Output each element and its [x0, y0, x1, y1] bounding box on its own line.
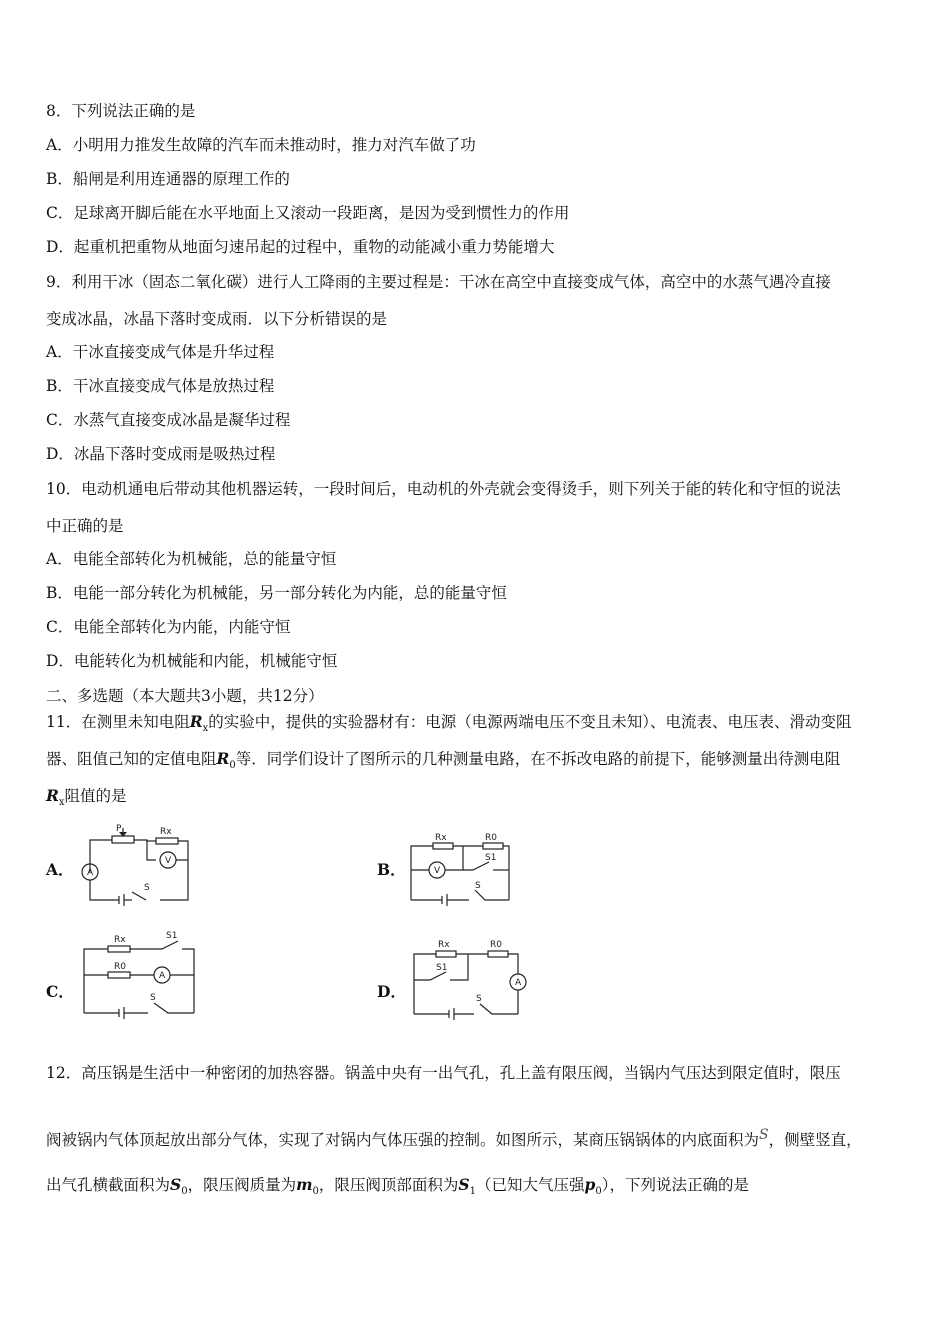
q12-text: ，侧壁竖直， — [768, 1131, 862, 1150]
q12-text: （已知大气压强 — [475, 1176, 585, 1194]
q9-stem-line2: 变成冰晶，冰晶下落时变成雨．以下分析错误的是 — [46, 310, 388, 328]
circuit-b-s-label: S — [475, 881, 481, 891]
q12-text: ，限压阀质量为 — [187, 1176, 297, 1194]
q9-option-d: D．冰晶下落时变成雨是吸热过程 — [46, 445, 276, 463]
q11-text: 阻值的是 — [64, 787, 127, 805]
circuit-d-s1-label: S1 — [436, 963, 448, 973]
q12-stem-line2 — [46, 1125, 862, 1150]
circuit-c-s-label: S — [150, 993, 156, 1003]
circuit-c-r0-label: R0 — [114, 962, 126, 972]
circuit-b-v-label: V — [434, 866, 441, 876]
r0-subscript: 0 — [229, 760, 236, 772]
circuit-c-s1-label: S1 — [166, 931, 178, 941]
p0-subscript: 0 — [595, 1186, 602, 1198]
q11-text: 的实验中，提供的实验器材有：电源（电源两端电压不变且未知）、电流表、电压表、滑动变阻 — [208, 713, 852, 731]
circuit-b — [405, 826, 517, 906]
q11-stem-line1 — [46, 712, 852, 739]
circuit-d-rx-label: Rx — [438, 940, 450, 950]
circuit-a — [72, 822, 197, 907]
q11-stem-line2 — [46, 749, 840, 776]
q9-option-c: C．水蒸气直接变成冰晶是凝华过程 — [46, 411, 291, 429]
q10-option-c: C．电能全部转化为内能，内能守恒 — [46, 618, 291, 636]
rx-subscript: x — [202, 723, 209, 735]
q11-text: 器、阻值己知的定值电阻 — [46, 750, 217, 768]
circuit-a-a-label: A — [87, 868, 94, 878]
rx-subscript: x — [58, 797, 65, 809]
s1-subscript: 1 — [469, 1186, 476, 1198]
q8-stem: 8．下列说法正确的是 — [46, 102, 196, 120]
section-title: 二、多选题（本大题共3小题，共12分） — [46, 687, 324, 705]
q8-option-b: B．船闸是利用连通器的原理工作的 — [46, 170, 290, 188]
q11-option-a-label: A． — [46, 860, 74, 879]
q10-stem-line2: 中正确的是 — [46, 517, 124, 535]
circuit-b-s1-label: S1 — [485, 853, 497, 863]
q11-option-d-label: D． — [377, 982, 406, 1001]
circuit-a-s-label: S — [144, 883, 150, 893]
circuit-d-r0-label: R0 — [490, 940, 502, 950]
circuit-d-a-label: A — [515, 978, 522, 988]
q12-text: 阀被锅内气体顶起放出部分气体，实现了对锅内气体压强的控制。如图所示，某商压锅锅体的内底面积为 — [46, 1131, 760, 1150]
q12-text: ），下列说法正确的是 — [601, 1176, 749, 1194]
q10-option-d: D．电能转化为机械能和内能，机械能守恒 — [46, 652, 338, 670]
q11-option-b-label: B． — [377, 860, 406, 879]
circuit-a-rx-label: Rx — [160, 827, 172, 837]
m0-symbol: m — [296, 1175, 313, 1194]
circuit-d-s-label: S — [476, 994, 482, 1004]
circuit-c-a-label: A — [159, 971, 166, 981]
s1-symbol: S — [458, 1175, 470, 1194]
q10-stem-line1: 10．电动机通电后带动其他机器运转，一段时间后，电动机的外壳就会变得烫手，则下列关于能的转化和守恒的说法 — [46, 480, 841, 498]
circuit-c — [78, 927, 200, 1019]
circuit-c-rx-label: Rx — [114, 935, 126, 945]
q9-stem-line1: 9．利用干冰（固态二氧化碳）进行人工降雨的主要过程是：干冰在高空中直接变成气体，高空中的水蒸气遇冷直接 — [46, 273, 831, 291]
q8-option-a: A．小明用力推发生故障的汽车而未推动时，推力对汽车做了功 — [46, 136, 476, 154]
q12-text: 出气孔横截面积为 — [46, 1176, 171, 1194]
circuit-b-r0-label: R0 — [485, 833, 497, 843]
q11-text: 等．同学们设计了图所示的几种测量电路，在不拆改电路的前提下，能够测量出待测电阻 — [235, 750, 841, 768]
q9-option-a: A．干冰直接变成气体是升华过程 — [46, 343, 275, 361]
circuit-a-p-label: P — [116, 824, 122, 834]
q10-option-a: A．电能全部转化为机械能，总的能量守恒 — [46, 550, 337, 568]
q8-option-d: D．起重机把重物从地面匀速吊起的过程中，重物的动能减小重力势能增大 — [46, 238, 555, 256]
q10-option-b: B．电能一部分转化为机械能，另一部分转化为内能，总的能量守恒 — [46, 584, 507, 602]
s-symbol: S — [759, 1127, 769, 1143]
p0-symbol: p — [584, 1175, 596, 1194]
q12-stem-line1: 12．高压锅是生活中一种密闭的加热容器。锅盖中央有一出气孔，孔上盖有限压阀，当锅内气压达到限定值时，限压 — [46, 1064, 841, 1082]
q11-stem-line3 — [46, 786, 127, 813]
q9-option-b: B．干冰直接变成气体是放热过程 — [46, 377, 275, 395]
m0-subscript: 0 — [312, 1186, 319, 1198]
circuit-a-v-label: V — [165, 856, 172, 866]
q8-option-c: C．足球离开脚后能在水平地面上又滚动一段距离，是因为受到惯性力的作用 — [46, 204, 570, 222]
r0-symbol: R — [216, 749, 230, 768]
circuit-b-rx-label: Rx — [435, 833, 447, 843]
q11-option-c-label: C． — [46, 982, 74, 1001]
circuit-d — [408, 934, 533, 1020]
rx-symbol: R — [189, 712, 203, 731]
q11-text: 11．在测里未知电阻 — [46, 713, 190, 731]
q12-stem-line3 — [46, 1175, 749, 1202]
s0-subscript: 0 — [181, 1186, 188, 1198]
q12-text: ，限压阀顶部面积为 — [318, 1176, 459, 1194]
s0-symbol: S — [170, 1175, 182, 1194]
rx-symbol: R — [46, 786, 59, 805]
